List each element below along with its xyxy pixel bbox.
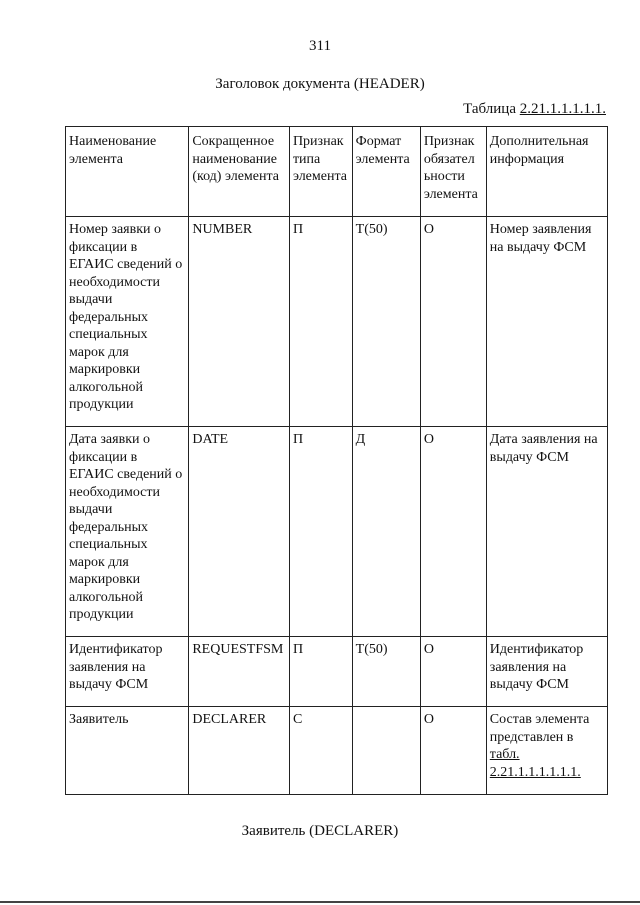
cell-additional-info: Идентификатор заявления на выдачу ФСМ	[486, 637, 607, 707]
section-title: Заявитель (DECLARER)	[241, 823, 399, 839]
cell-element-required: О	[420, 707, 486, 795]
table-ref-prefix: Таблица	[463, 101, 516, 117]
cell-element-code: NUMBER	[189, 217, 290, 427]
cell-element-name: Заявитель	[66, 707, 189, 795]
cell-element-type: П	[289, 637, 352, 707]
cell-additional-info: Дата заявления на выдачу ФСМ	[486, 427, 607, 637]
cell-element-format: Т(50)	[352, 637, 420, 707]
cell-element-name: Номер заявки о фиксации в ЕГАИС сведений о необходимости выдачи федеральных специальных марок для маркировки алкогольной продукции	[66, 217, 189, 427]
cell-element-required: О	[420, 637, 486, 707]
header-element-name: Наименование элемента	[66, 127, 189, 217]
cell-element-code: DECLARER	[189, 707, 290, 795]
cell-element-type: П	[289, 217, 352, 427]
cell-element-name: Идентификатор заявления на выдачу ФСМ	[66, 637, 189, 707]
cell-element-code: DATE	[189, 427, 290, 637]
table-header-row	[66, 127, 608, 217]
header-element-format: Формат элемента	[352, 127, 420, 217]
header-element-type: Признак типа элемента	[289, 127, 352, 217]
page-edge-divider	[0, 901, 640, 903]
page-number: 311	[309, 38, 331, 54]
cell-element-format	[352, 707, 420, 795]
cell-element-code: REQUESTFSM	[189, 637, 290, 707]
cell-element-type: С	[289, 707, 352, 795]
table-row	[66, 707, 608, 795]
document-title: Заголовок документа (HEADER)	[215, 76, 425, 92]
cell-element-format: Т(50)	[352, 217, 420, 427]
header-element-code: Сокращенное наименование (код) элемента	[189, 127, 290, 217]
table-reference	[463, 101, 606, 118]
header-element-required: Признак обязательности элемента	[420, 127, 486, 217]
cell-additional-info: Номер заявления на выдачу ФСМ	[486, 217, 607, 427]
table-row	[66, 427, 608, 637]
table-row	[66, 637, 608, 707]
header-additional-info: Дополнительная информация	[486, 127, 607, 217]
cell-additional-info	[486, 707, 607, 795]
table-ref-number: 2.21.1.1.1.1.1.	[519, 101, 606, 117]
cell-element-required: О	[420, 427, 486, 637]
cell-element-type: П	[289, 427, 352, 637]
element-spec-table	[65, 126, 608, 795]
info-text: Состав элемента представлен в	[489, 712, 590, 745]
table-link[interactable]: табл. 2.21.1.1.1.1.1.1.	[489, 747, 581, 780]
table-row	[66, 217, 608, 427]
cell-element-name: Дата заявки о фиксации в ЕГАИС сведений о необходимости выдачи федеральных специальных марок для маркировки алкогольной продукции	[66, 427, 189, 637]
cell-element-format: Д	[352, 427, 420, 637]
cell-element-required: О	[420, 217, 486, 427]
